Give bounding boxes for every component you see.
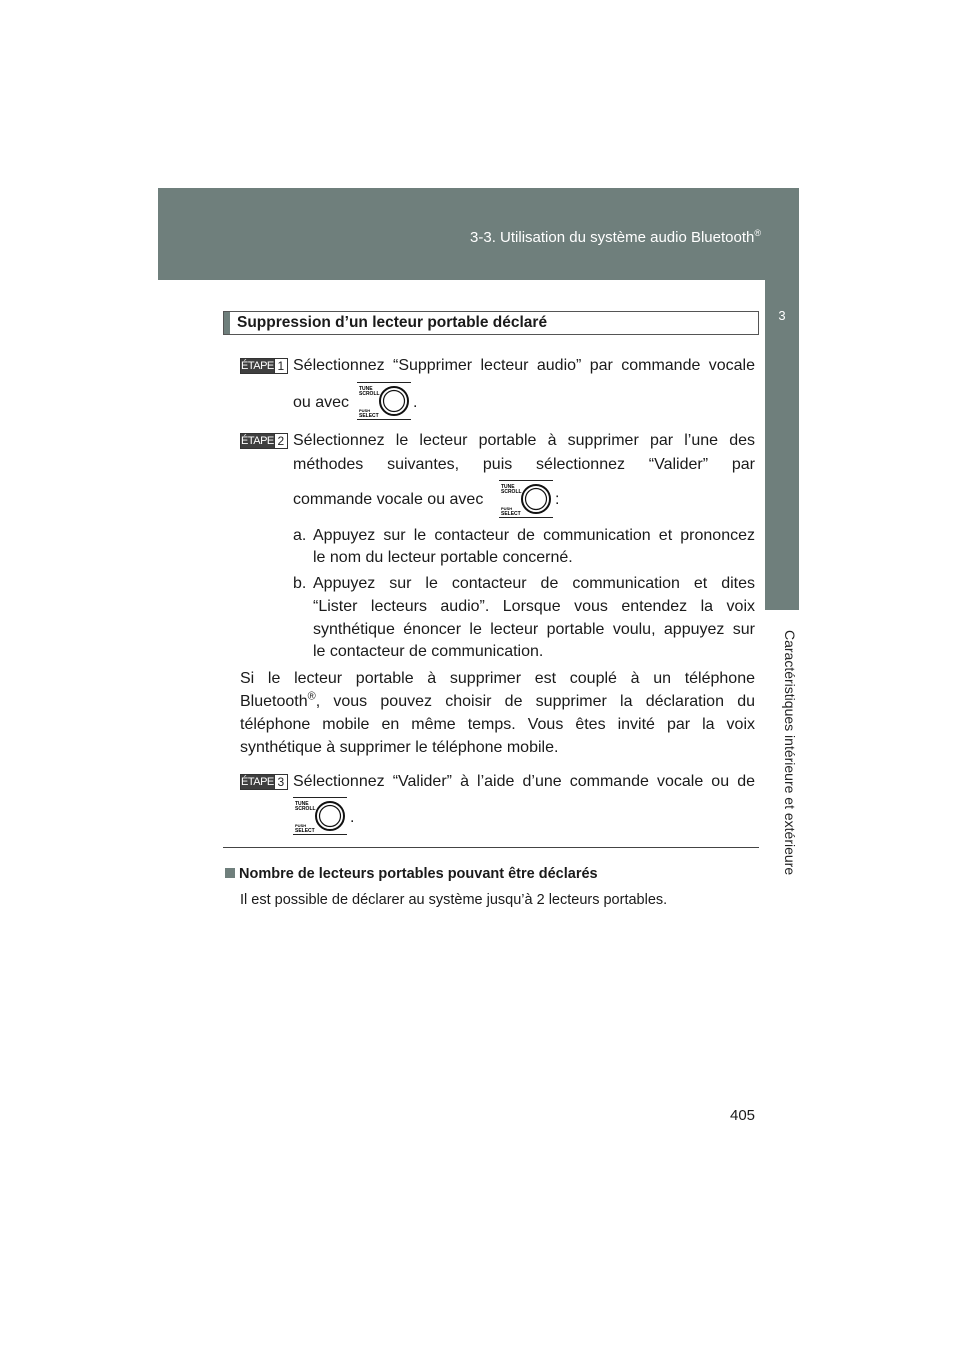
knob-label-scroll: SCROLL [359,391,380,397]
step-badge-1: ÉTAPE 1 [240,358,288,374]
knob-label-push: PUSH [359,408,371,413]
knob-label-select: SELECT [501,511,521,517]
step-2-line-3-end: : [555,491,560,508]
section-divider [223,847,759,848]
step-3-line-1: Sélectionnez “Valider” à l’aide d’une commande vocale ou de [293,773,755,790]
knob-label-tune: TUNE [359,386,373,392]
note-title: Nombre de lecteurs portables pouvant être déclarés [225,866,598,882]
substep-b-marker: b. [293,575,307,592]
step-1-line-2-end: . [413,394,418,411]
step-1-line-1: Sélectionnez “Supprimer lecteur audio” par commande vocale [293,357,755,374]
page-number: 405 [730,1107,756,1124]
substep-b-line-2: “Lister lecteurs audio”. Lorsque vous entendez la voix [313,598,755,615]
note-square-icon [225,868,235,878]
step-2-line-2: méthodes suivantes, puis sélectionnez “Valider” par [293,456,755,473]
substep-a-line-1: Appuyez sur le contacteur de communication et prononcez [313,527,755,544]
tune-select-knob-icon [293,797,347,835]
knob-label-select: SELECT [295,828,315,834]
tune-select-knob-icon [499,480,553,518]
step-badge-3: ÉTAPE 3 [240,774,288,790]
step-badge-2: ÉTAPE 2 [240,433,288,449]
knob-label-push: PUSH [295,823,307,828]
chapter-label: Caractéristiques intérieure et extérieure [782,630,798,876]
substep-b-line-4: le contacteur de communication. [313,643,544,660]
tune-select-knob-icon [357,382,411,420]
substep-a-marker: a. [293,527,307,544]
chapter-tab [765,280,799,610]
header-section-title: 3-3. Utilisation du système audio Bluetooth® [470,228,761,246]
chapter-number: 3 [778,308,786,323]
knob-label-select: SELECT [359,413,379,419]
knob-label-tune: TUNE [295,801,309,807]
header-band [158,188,799,280]
knob-label-scroll: SCROLL [501,489,522,495]
section-title-box [223,311,759,335]
substep-b-line-1: Appuyez sur le contacteur de communication et dites [313,575,755,592]
paragraph-line-4: synthétique à supprimer le téléphone mobile. [240,739,559,756]
section-title-bar [224,312,230,334]
step-2-line-1: Sélectionnez le lecteur portable à supprimer par l’une des [293,432,755,449]
knob-label-scroll: SCROLL [295,806,316,812]
section-title: Suppression d’un lecteur portable déclaré [237,314,548,331]
step-3-line-2-end: . [350,809,355,826]
step-1-line-2: ou avec [293,394,350,411]
paragraph-line-3: téléphone mobile en même temps. Vous êtes invité par la voix [240,716,755,733]
knob-label-push: PUSH [501,506,513,511]
paragraph-line-1: Si le lecteur portable à supprimer est couplé à un téléphone [240,670,755,687]
substep-b-line-3: synthétique énoncer le lecteur portable voulu, appuyez sur [313,621,755,638]
paragraph-line-2: Bluetooth®, vous pouvez choisir de supprimer la déclaration du [240,690,755,710]
knob-label-tune: TUNE [501,484,515,490]
substep-a-line-2: le nom du lecteur portable concerné. [313,549,573,566]
step-2-line-3: commande vocale ou avec [293,491,484,508]
note-text: Il est possible de déclarer au système jusqu’à 2 lecteurs portables. [240,892,668,908]
